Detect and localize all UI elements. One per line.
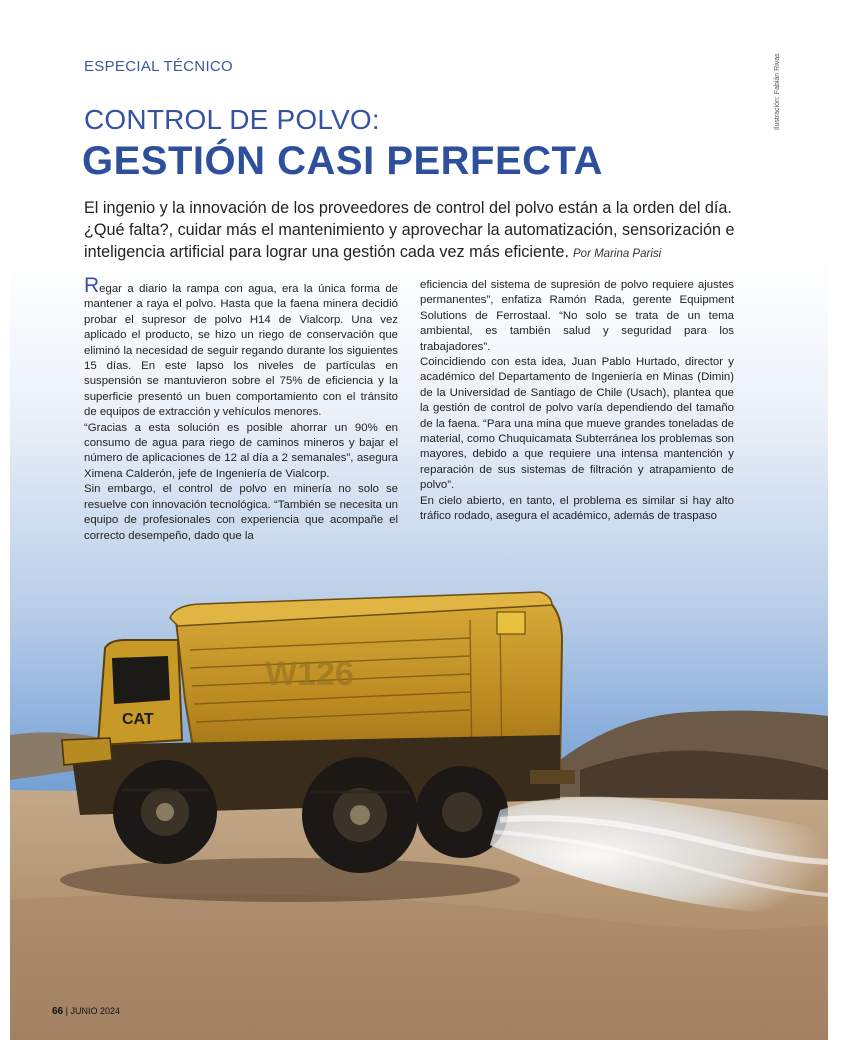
drop-cap: R [84, 274, 100, 297]
cab-badge: CAT [122, 711, 154, 728]
paragraph: “Gracias a esta solución es posible ahorrar un 90% en consumo de agua para riego de caminos mineros y bajar el número de aplicaciones de 12 al día a 2 semanales”, asegura Ximena Calderón, jefe de Ingeniería de Vialcorp. [84, 421, 398, 480]
article-headline: GESTIÓN CASI PERFECTA [82, 139, 603, 183]
article-deck [84, 197, 754, 265]
paragraph: Coincidiendo con esta idea, Juan Pablo Hurtado, director y académico del Departamento de Ingeniería en Minas (Dimin) de la Universidad de Santiago de Chile (Usach), plantea que la gestión de control de polvo varía dependiendo del tamaño de la faena. “Para una mina que mueve grandes toneladas de material, como Chuquicamata Subterránea los problemas son mayores, debido a que requiere una intensa mantención y reparación de sus sistemas de filtración y atrapamiento de polvo”. [420, 356, 734, 492]
illustration-credit: Ilustración: Fabián Rivas [774, 53, 781, 130]
body-column-right [420, 278, 734, 525]
tank-number: W126 [265, 655, 354, 693]
page-folio: 66 | JUNIO 2024 [52, 1006, 120, 1017]
paragraph: En cielo abierto, en tanto, el problema es similar si hay alto tráfico rodado, asegura el académico, además de traspaso [420, 494, 734, 523]
paragraph [84, 274, 398, 421]
section-label: ESPECIAL TÉCNICO [84, 58, 234, 75]
paragraph-text: egar a diario la rampa con agua, era la única forma de mantener a raya el polvo. Hasta que la faena minera decidió probar el supresor de polvo H14 de Vialcorp. Una vez aplicado el producto, se hizo un riego de conservación que eliminó la necesidad de seguir regando durante los siguientes 15 días. En este lapso los niveles de partículas en suspensión se mantuvieron sobre el 75% de eficiencia y la superficie presentó un buen comportamiento con el tránsito de equipos de extracción y vehículos menores. [84, 283, 398, 419]
paragraph: Sin embargo, el control de polvo en minería no solo se resuelve con innovación tecnológica. “También se necesita un equipo de profesionales con experiencia que acompañe el correcto desempeño, dado que la [84, 483, 398, 542]
article-kicker: CONTROL DE POLVO: [84, 104, 380, 135]
byline: Por Marina Parisi [573, 248, 662, 260]
body-column-left [84, 274, 398, 544]
page-number: 66 [52, 1006, 64, 1017]
paragraph: eficiencia del sistema de supresión de polvo requiere ajustes permanentes”, enfatiza Ramón Rada, gerente Equipment Solutions de Ferrostaal. “No solo se trata de un tema ambiental, es también salud y seguridad para los trabajadores”. [420, 279, 734, 353]
deck-text: El ingenio y la innovación de los proveedores de control del polvo están a la orden del día. ¿Qué falta?, cuidar más el mantenimiento y aprovechar la automatización, sensorización e inteligencia artificial para lograr una gestión cada vez más eficiente. [84, 199, 735, 261]
issue-date: JUNIO 2024 [70, 1006, 120, 1016]
